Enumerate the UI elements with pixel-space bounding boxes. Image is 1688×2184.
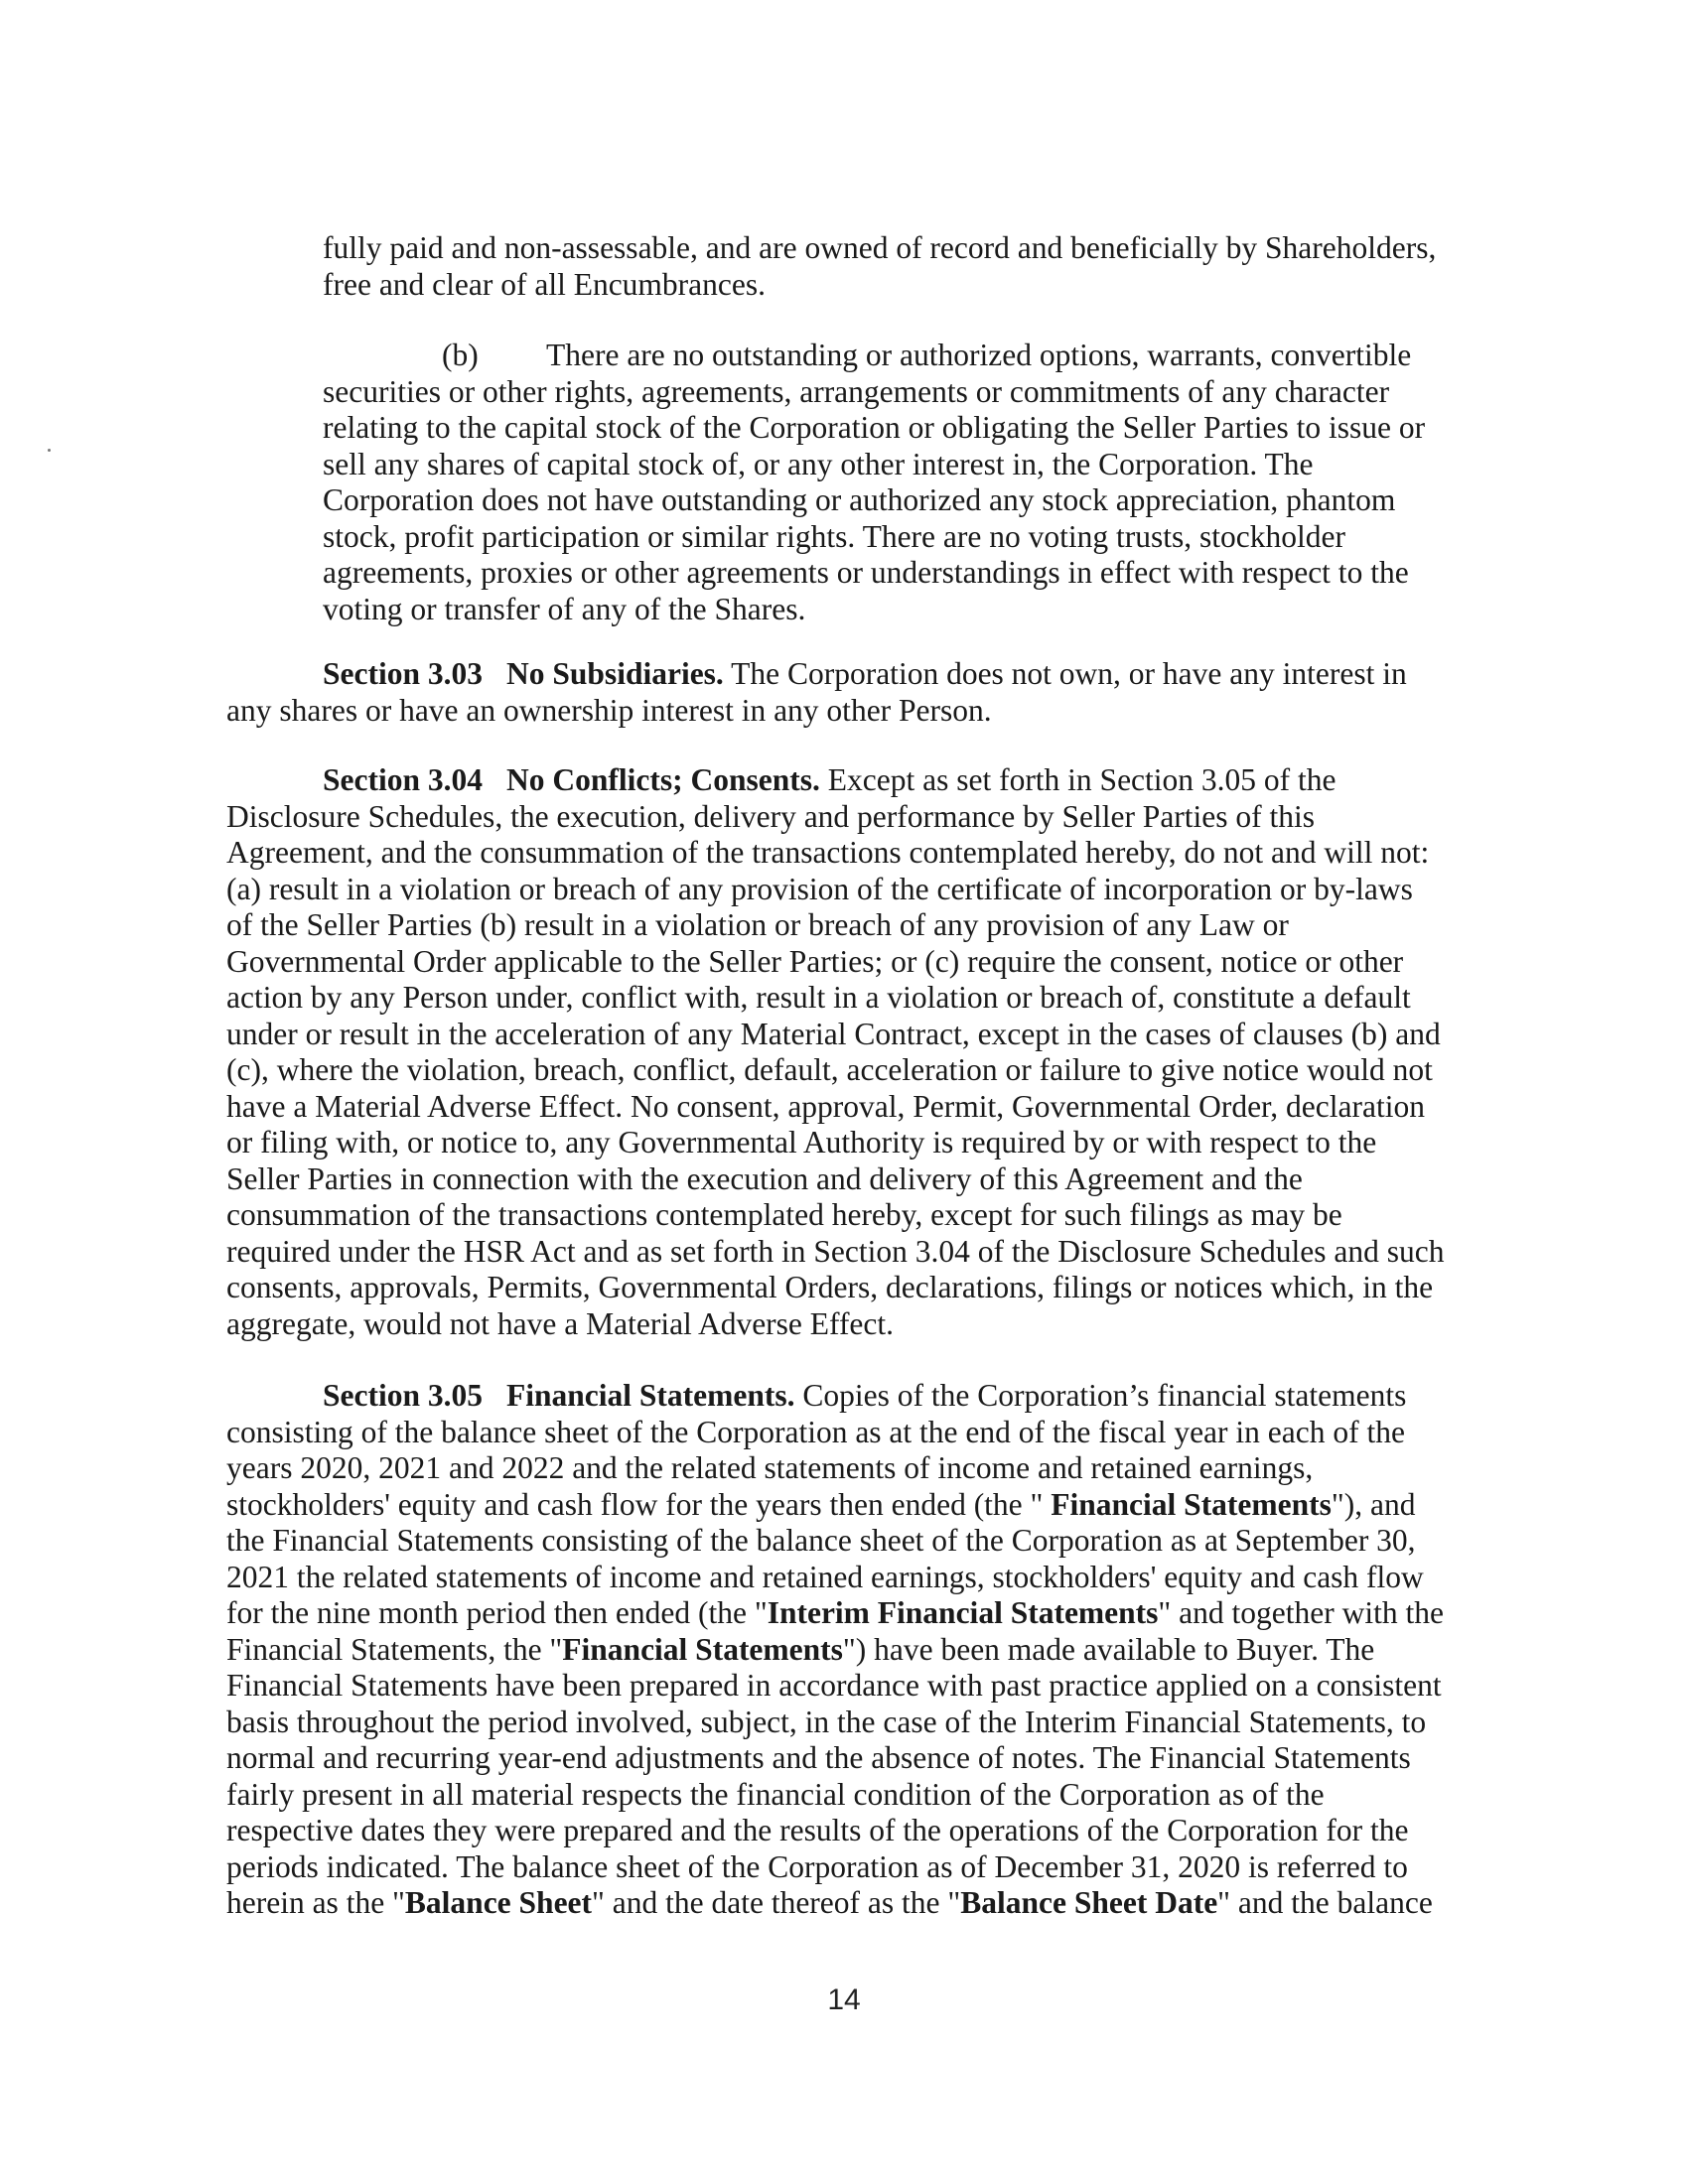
text-line: [226, 1378, 1444, 1415]
text-line: required under the HSR Act and as set forth in Section 3.04 of the Disclosure Schedules and such: [226, 1233, 1445, 1269]
text-line: Financial Statements have been prepared in accordance with past practice applied on a consistent: [226, 1668, 1442, 1703]
text-line: voting or transfer of any of the Shares.: [323, 591, 806, 626]
section-3-05: [226, 1378, 1444, 1922]
text-line: basis throughout the period involved, subject, in the case of the Interim Financial Statements, to: [226, 1704, 1427, 1739]
text-line: Governmental Order applicable to the Seller Parties; or (c) require the consent, notice or other: [226, 943, 1404, 979]
scan-speck: [48, 449, 51, 452]
text-run: ") have been made available to Buyer. The: [842, 1631, 1375, 1667]
text-line: consents, approvals, Permits, Governmental Orders, declarations, filings or notices which, in the: [226, 1270, 1434, 1304]
section-number: Section 3.03: [323, 656, 483, 691]
text-line: [226, 1632, 1444, 1669]
defined-term: Financial Statements: [562, 1631, 843, 1667]
text-run: stockholders' equity and cash flow for the years then ended (the ": [226, 1486, 1052, 1522]
paragraph-b: [323, 338, 1425, 627]
clause-b-first-line: There are no outstanding or authorized options, warrants, convertible: [546, 338, 1412, 372]
section-number: Section 3.05: [323, 1378, 483, 1413]
clause-label-b: (b): [442, 338, 479, 372]
defined-term: Interim Financial Statements: [767, 1595, 1159, 1630]
text-run: " and the date thereof as the ": [592, 1885, 961, 1920]
text-line: securities or other rights, agreements, arrangements or commitments of any character: [323, 373, 1390, 409]
text-line: or filing with, or notice to, any Governmental Authority is required by or with respect to the: [226, 1125, 1377, 1160]
paragraph-a-continuation: [323, 230, 1436, 303]
text-line: consummation of the transactions contemplated hereby, except for such filings as may be: [226, 1197, 1342, 1232]
text-line: periods indicated. The balance sheet of the Corporation as of December 31, 2020 is referred to: [226, 1848, 1408, 1884]
text-run: Financial Statements, the ": [226, 1631, 563, 1667]
text-line: Corporation does not have outstanding or authorized any stock appreciation, phantom: [323, 482, 1396, 517]
text-line: years 2020, 2021 and 2022 and the related statements of income and retained earnings,: [226, 1450, 1314, 1485]
defined-term: Financial Statements: [1051, 1486, 1332, 1522]
section-heading: No Conflicts; Consents.: [506, 762, 820, 797]
text-run: for the nine month period then ended (the ": [226, 1595, 768, 1630]
text-line: aggregate, would not have a Material Adverse Effect.: [226, 1305, 895, 1341]
text-line: [226, 762, 1445, 799]
text-line: [226, 1885, 1444, 1922]
text-line: consisting of the balance sheet of the Corporation as at the end of the fiscal year in each of the: [226, 1414, 1405, 1449]
text-line: Seller Parties in connection with the execution and delivery of this Agreement and the: [226, 1160, 1303, 1196]
text-line: sell any shares of capital stock of, or any other interest in, the Corporation. The: [323, 446, 1314, 481]
text-line: Agreement, and the consummation of the transactions contemplated hereby, do not and will not:: [226, 835, 1430, 870]
section-number: Section 3.04: [323, 762, 483, 797]
section-heading: Financial Statements.: [506, 1378, 795, 1413]
text-line: [226, 1487, 1444, 1524]
text-line: free and clear of all Encumbrances.: [323, 266, 766, 302]
text-line: [323, 338, 1425, 374]
text-line: fully paid and non-assessable, and are owned of record and beneficially by Shareholders,: [323, 230, 1437, 265]
text-line: Disclosure Schedules, the execution, delivery and performance by Seller Parties of this: [226, 798, 1316, 834]
text-line: relating to the capital stock of the Corporation or obligating the Seller Parties to issue or: [323, 410, 1426, 445]
text-line: (c), where the violation, breach, conflict, default, acceleration or failure to give notice would not: [226, 1052, 1433, 1087]
text-run: herein as the ": [226, 1885, 405, 1920]
text-run: "), and: [1331, 1486, 1416, 1522]
page-number: 14: [827, 1983, 861, 2016]
text-line: of the Seller Parties (b) result in a violation or breach of any provision of any Law or: [226, 907, 1289, 942]
text-line: [226, 656, 1407, 693]
section-first-line: The Corporation does not own, or have any interest in: [723, 656, 1407, 691]
text-line: (a) result in a violation or breach of any provision of the certificate of incorporation or by-laws: [226, 871, 1413, 906]
text-run: " and together with the: [1158, 1595, 1444, 1630]
text-line: have a Material Adverse Effect. No consent, approval, Permit, Governmental Order, declaration: [226, 1088, 1425, 1124]
text-line: agreements, proxies or other agreements or understandings in effect with respect to the: [323, 555, 1409, 590]
defined-term: Balance Sheet: [404, 1885, 593, 1920]
text-run: " and the balance: [1217, 1885, 1433, 1920]
text-line: respective dates they were prepared and the results of the operations of the Corporation for the: [226, 1813, 1409, 1847]
text-line: [226, 1595, 1444, 1632]
section-heading: No Subsidiaries.: [506, 656, 724, 691]
text-line: normal and recurring year-end adjustments and the absence of notes. The Financial Statements: [226, 1740, 1411, 1775]
section-first-line: Except as set forth in Section 3.05 of the: [819, 762, 1336, 797]
text-line: fairly present in all material respects the financial condition of the Corporation as of the: [226, 1776, 1325, 1812]
section-3-04: [226, 762, 1445, 1342]
text-line: stock, profit participation or similar rights. There are no voting trusts, stockholder: [323, 518, 1345, 554]
text-line: the Financial Statements consisting of the balance sheet of the Corporation as at September 30,: [226, 1523, 1416, 1558]
text-line: any shares or have an ownership interest in any other Person.: [226, 692, 992, 728]
text-line: under or result in the acceleration of any Material Contract, except in the cases of clauses (b) and: [226, 1016, 1441, 1051]
text-line: action by any Person under, conflict with, result in a violation or breach of, constitute a default: [226, 980, 1411, 1015]
section-3-03: [226, 656, 1407, 729]
section-first-line: Copies of the Corporation’s financial statements: [794, 1378, 1407, 1413]
text-line: 2021 the related statements of income and retained earnings, stockholders' equity and cash flow: [226, 1559, 1424, 1594]
defined-term: Balance Sheet Date: [960, 1885, 1218, 1920]
